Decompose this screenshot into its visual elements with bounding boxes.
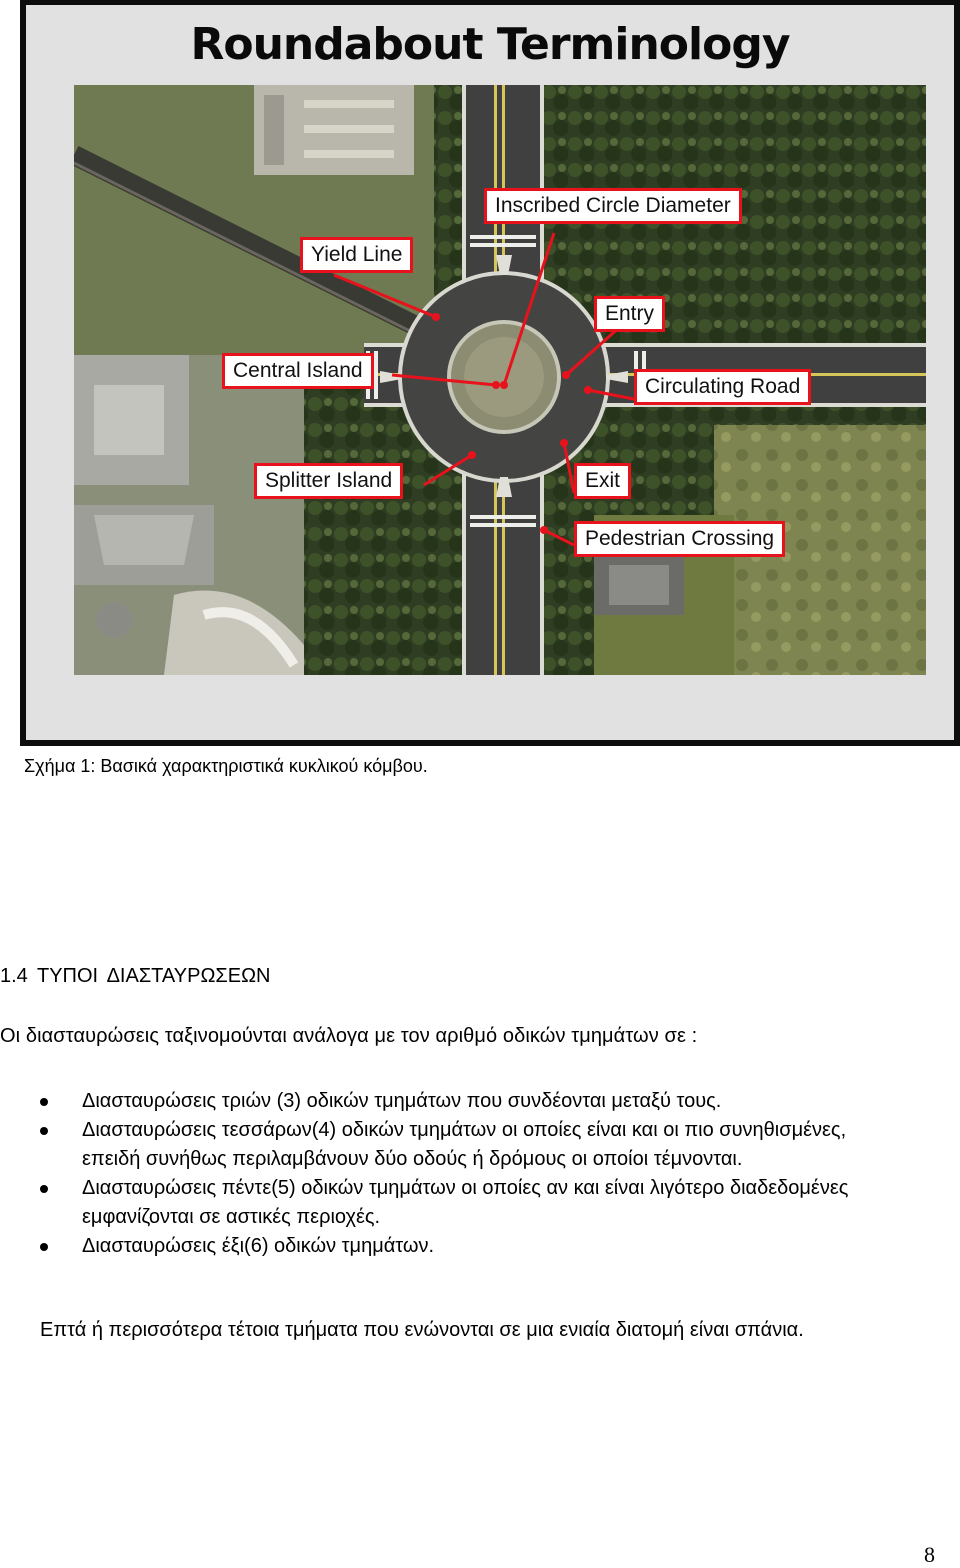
callout-entry: Entry [594,296,665,332]
intro-paragraph: Οι διασταυρώσεις ταξινομούνται ανάλογα με τον αριθμό οδικών τμημάτων σε : [0,1025,698,1047]
list-item [0,1087,900,1116]
aerial-photo [74,85,926,675]
closing-paragraph: Επτά ή περισσότερα τέτοια τμήματα που ενώνονται σε μια ενιαία διατομή είναι σπάνια. [40,1319,804,1341]
callout-circulating-road: Circulating Road [634,369,811,405]
list-item-text: Διασταυρώσεις πέντε(5) οδικών τμημάτων οι οποίες αν και είναι λιγότερο διαδεδομένες εμφανίζονται σε αστικές περιοχές. [82,1177,849,1228]
list-item [0,1232,900,1261]
list-item [0,1174,900,1232]
bullet-icon [40,1098,48,1106]
list-item-text: Διασταυρώσεις τεσσάρων(4) οδικών τμημάτων οι οποίες είναι και οι πιο συνηθισμένες, επειδή συνήθως περιλαμβάνουν δύο οδούς ή δρόμους οι οποίοι τέμνονται. [82,1119,847,1170]
list-item-text: Διασταυρώσεις έξι(6) οδικών τμημάτων. [82,1235,435,1257]
list-item-text: Διασταυρώσεις τριών (3) οδικών τμημάτων που συνδέονται μεταξύ τους. [82,1090,722,1112]
figure-title: Roundabout Terminology [190,19,790,70]
callout-splitter-island: Splitter Island [254,463,403,499]
bullet-icon [40,1243,48,1251]
callout-yield-line: Yield Line [300,237,413,273]
section-heading: 1.4 ΤΥΠΟΙ ΔΙΑΣΤΑΥΡΩΣΕΩΝ [0,965,271,987]
callout-central-island: Central Island [222,353,374,389]
figure-caption: Σχήμα 1: Βασικά χαρακτηριστικά κυκλικού κόμβου. [24,756,428,776]
page-number: 8 [924,1542,935,1567]
callout-inscribed-circle-diameter: Inscribed Circle Diameter [484,188,742,224]
callout-pedestrian-crossing: Pedestrian Crossing [574,521,785,557]
bullet-icon [40,1185,48,1193]
list-item [0,1116,900,1174]
figure-frame [20,0,960,746]
bullet-icon [40,1127,48,1135]
callout-exit: Exit [574,463,631,499]
figure-panel [26,5,954,740]
intersection-types-list [0,1087,900,1261]
